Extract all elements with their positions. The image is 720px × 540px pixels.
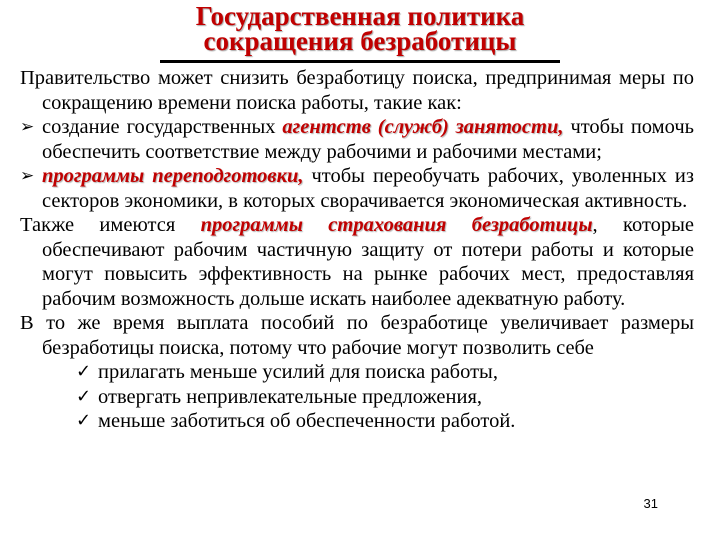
highlight-agencies: агентств (служб) занятости, [282, 116, 564, 138]
title-line-1: Государственная политика [195, 1, 525, 31]
checkmark-icon: ✓ [76, 410, 92, 431]
slide-title [0, 1, 720, 56]
paragraph-insurance [20, 213, 694, 311]
paragraph-intro: Правительство может снизить безработицу поиска, предпринимая меры по сокращению времени поиска работы, такие как: [20, 67, 694, 114]
paragraph-benefits: В то же время выплата пособий по безработице увеличивает размеры безработицы поиска, потому что рабочие могут позволить себе [20, 312, 694, 359]
arrow-bullet-icon: ➢ [20, 166, 35, 186]
arrow-bullet-icon: ➢ [20, 117, 35, 137]
bullet-employment-agencies [20, 115, 694, 164]
paragraph-text: , которые обеспечивают рабочим частичную защиту от потери работы и которые могут повысить эффективность на рынке рабочих мест, предоставляя рабочим возможность дольше искать наиболее адекватную работу. [42, 214, 694, 310]
bullet-retraining-programs [20, 164, 694, 213]
title-underline [160, 60, 560, 63]
bullet-text: создание государственных [42, 116, 276, 138]
check-item [20, 360, 694, 385]
check-item [20, 409, 694, 434]
check-item-text: меньше заботиться об обеспеченности работой. [98, 410, 516, 432]
check-item-text: отвергать непривлекательные предложения, [98, 385, 483, 408]
highlight-insurance: программы страхования безработицы [200, 214, 593, 236]
bullet-text: чтобы помочь обеспечить соответствие между рабочими и рабочими местами; [42, 116, 695, 163]
slide-body [20, 66, 694, 434]
paragraph-text: Также имеются [20, 214, 176, 236]
check-item-text: прилагать меньше усилий для поиска работы, [98, 361, 498, 383]
title-line-2: сокращения безработицы [203, 26, 517, 56]
checkmark-icon: ✓ [76, 361, 92, 382]
check-item [20, 385, 694, 410]
checkmark-icon: ✓ [76, 385, 92, 407]
page-number: 31 [643, 496, 658, 511]
highlight-retraining: программы переподготовки, [42, 165, 304, 187]
bullet-text: чтобы переобучать рабочих, уволенных из секторов экономики, в которых сворачивается экономическая активность. [42, 165, 694, 212]
